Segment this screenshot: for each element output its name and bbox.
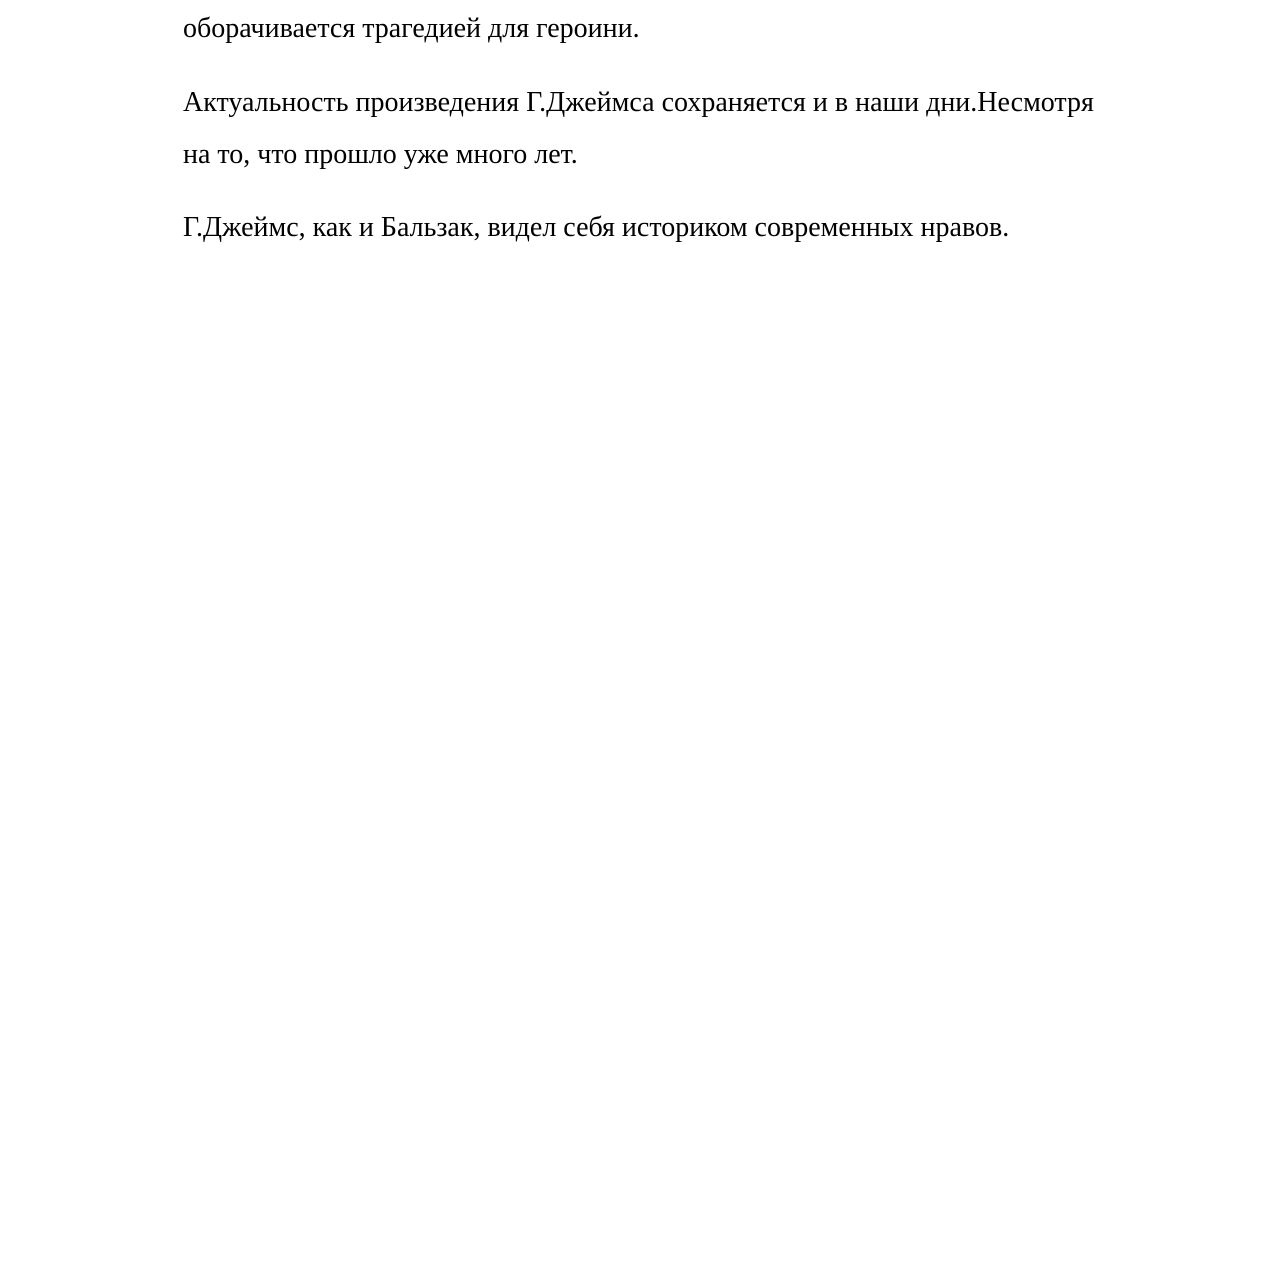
text-line: на то, что прошло уже много лет. — [183, 139, 578, 170]
text-line: Г.Джеймс, как и Бальзак, видел себя историком современных нравов. — [183, 212, 1010, 243]
text-line: оборачивается трагедией для героини. — [183, 13, 640, 44]
text-line: Актуальность произведения Г.Джеймса сохраняется и в наши дни.Несмотря — [183, 87, 1094, 118]
